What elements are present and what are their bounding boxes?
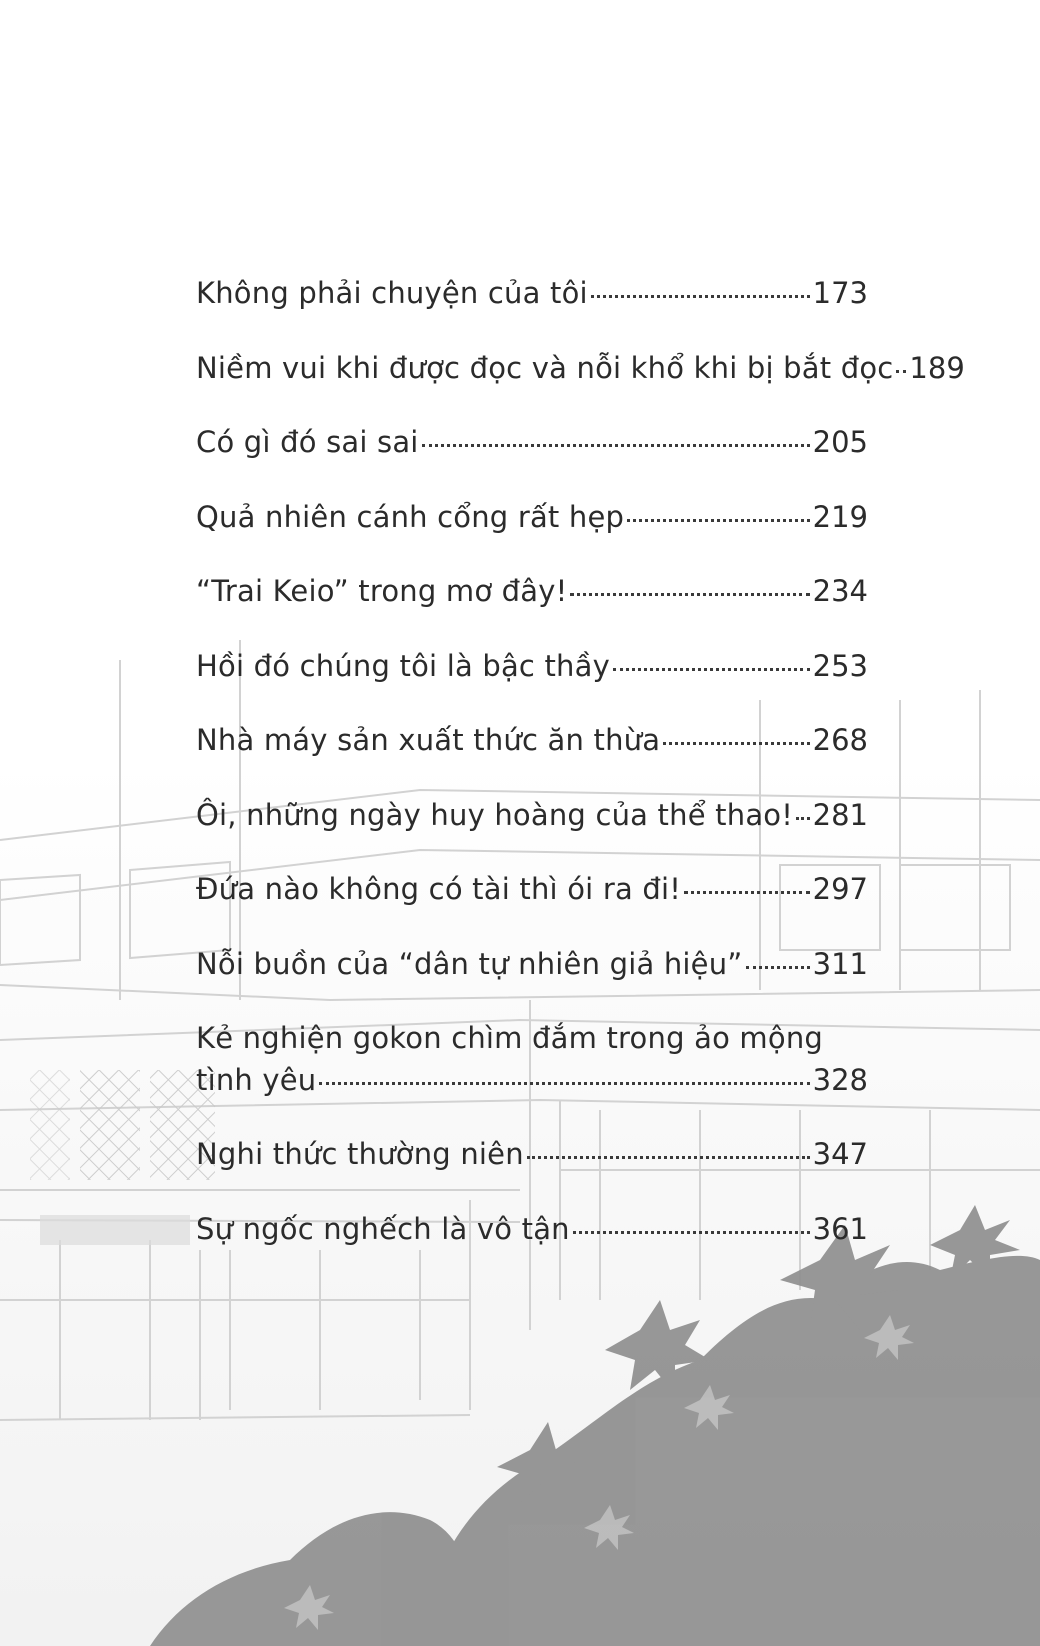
toc-entry-title-line2: tình yêu (196, 1063, 317, 1097)
toc-entry-title-line1: Kẻ nghiện gokon chìm đắm trong ảo mộng (196, 1021, 824, 1055)
toc-entry-page: 347 (812, 1137, 868, 1171)
toc-entry-title: Sự ngốc nghếch là vô tận (196, 1211, 570, 1246)
toc-entry-page: 173 (812, 276, 868, 310)
leader-dots (663, 742, 809, 745)
toc-entry-title: Không phải chuyện của tôi (196, 276, 588, 310)
toc-entry-page: 311 (812, 946, 868, 981)
toc-entry-title: Nỗi buồn của “dân tự nhiên giả hiệu” (196, 946, 743, 981)
toc-entry[interactable] (196, 1137, 868, 1212)
toc-entry-title: Ôi, những ngày huy hoàng của thể thao! (196, 797, 794, 832)
toc-entry[interactable] (196, 1212, 868, 1287)
table-of-contents (196, 276, 965, 1286)
toc-entry-title: Quả nhiên cánh cổng rất hẹp (196, 499, 625, 534)
toc-entry-page: 328 (812, 1063, 868, 1097)
toc-entry-title: Nhà máy sản xuất thức ăn thừa (196, 723, 661, 757)
leader-dots (319, 1082, 809, 1085)
toc-entry[interactable] (196, 723, 868, 798)
leader-dots (591, 295, 810, 298)
toc-entry[interactable] (196, 500, 868, 575)
toc-entry-title: Có gì đó sai sai (196, 425, 419, 459)
toc-entry-title: Đứa nào không có tài thì ói ra đi! (196, 872, 682, 906)
leader-dots (613, 668, 810, 671)
leader-dots (422, 444, 810, 447)
toc-entry-page: 205 (812, 425, 868, 459)
leader-dots (684, 891, 810, 894)
toc-entry[interactable] (196, 649, 868, 724)
toc-entry-page: 361 (812, 1211, 868, 1246)
leader-dots (627, 519, 809, 522)
toc-entry-page: 189 (909, 350, 965, 385)
toc-entry-page: 281 (812, 797, 868, 832)
toc-entry-page: 253 (812, 648, 868, 683)
toc-entry-page: 268 (812, 723, 868, 757)
toc-entry[interactable] (196, 1021, 868, 1137)
leader-dots (896, 370, 906, 373)
toc-entry[interactable] (196, 872, 868, 947)
toc-entry-page: 234 (812, 574, 868, 608)
toc-entry[interactable] (196, 798, 868, 873)
toc-entry[interactable] (196, 350, 965, 426)
toc-entry-title: Nghi thức thường niên (196, 1137, 524, 1171)
leader-dots (570, 593, 809, 596)
toc-entry[interactable] (196, 425, 868, 500)
toc-entry-page: 219 (812, 499, 868, 534)
leader-dots (746, 966, 810, 969)
toc-entry[interactable] (196, 947, 868, 1022)
toc-entry-title: Niềm vui khi được đọc và nỗi khổ khi bị bắt đọc (196, 350, 894, 385)
leader-dots (527, 1156, 810, 1159)
leader-dots (573, 1231, 810, 1234)
toc-entry[interactable] (196, 276, 868, 351)
toc-entry-page: 297 (812, 872, 868, 906)
toc-entry-title: “Trai Keio” trong mơ đây! (196, 574, 568, 608)
toc-entry-title: Hồi đó chúng tôi là bậc thầy (196, 648, 610, 683)
toc-entry[interactable] (196, 574, 868, 649)
leader-dots (796, 817, 810, 820)
